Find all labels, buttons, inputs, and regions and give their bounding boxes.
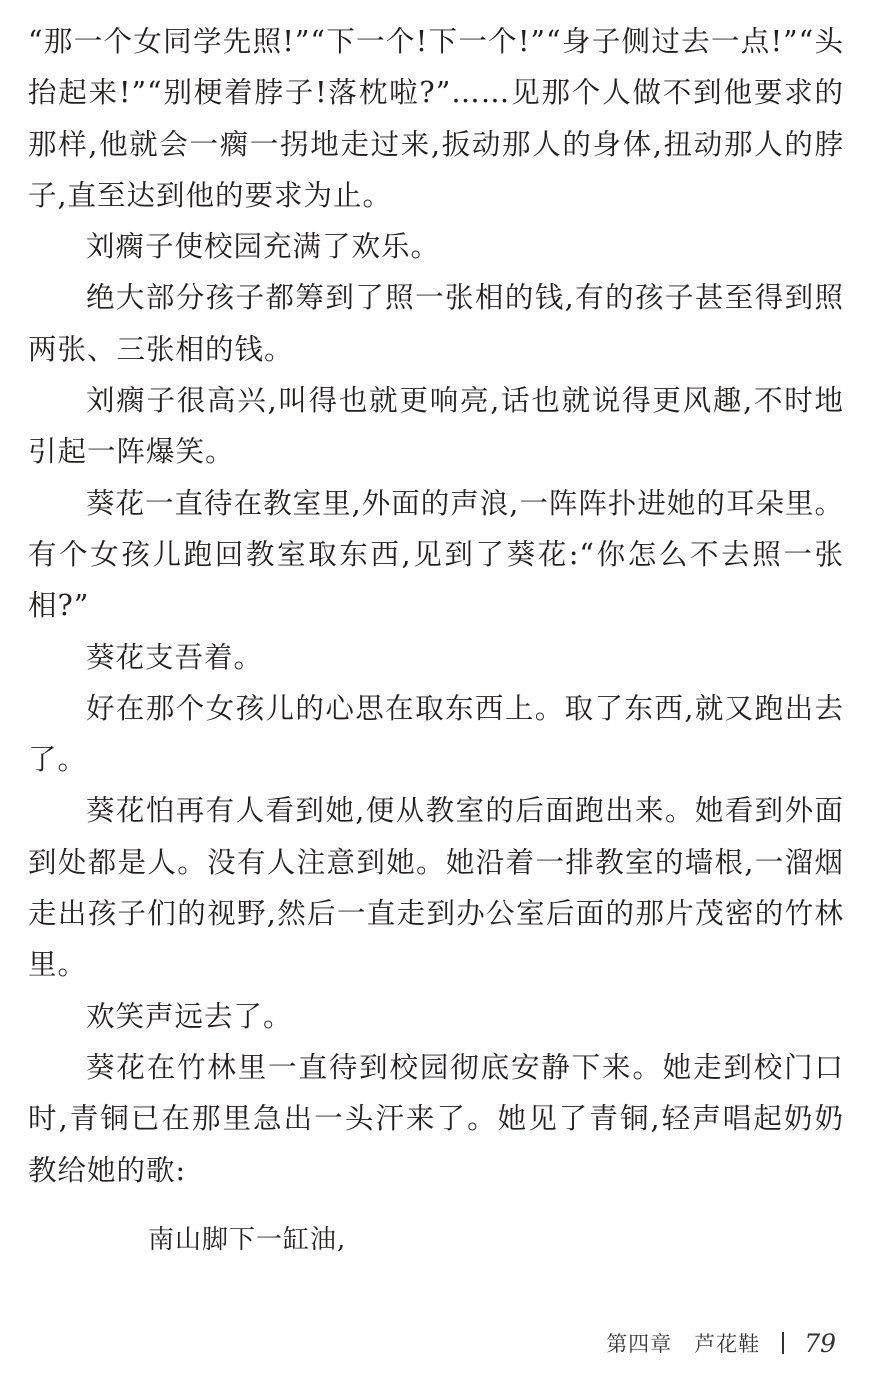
- poem-line: 南山脚下一缸油,: [148, 1225, 347, 1255]
- paragraph-3: 绝大部分孩子都筹到了照一张相的钱,有的孩子甚至得到照两张、三张相的钱。: [28, 281, 844, 366]
- page-footer: [606, 1328, 836, 1358]
- paragraph-1: “那一个女同学先照!”“下一个!下一个!”“身子侧过去一点!”“头抬起来!”“别梗着脖子!落枕啦?”……见那个人做不到他要求的那样,他就会一瘸一拐地走过来,扳动那人的身体,扭动那人的脖子,直至达到他的要求为止。: [28, 25, 844, 212]
- page-number: 79: [804, 1328, 836, 1358]
- paragraph-10: 葵花在竹林里一直待到校园彻底安静下来。她走到校门口时,青铜已在那里急出一头汗来了。她见了青铜,轻声唱起奶奶教给她的歌:: [28, 1050, 844, 1187]
- footer-divider: [782, 1332, 784, 1354]
- paragraph-7: 好在那个女孩儿的心思在取东西上。取了东西,就又跑出去了。: [28, 691, 844, 777]
- paragraph-8: 葵花怕再有人看到她,便从教室的后面跑出来。她看到外面到处都是人。没有人注意到她。她沿着一排教室的墙根,一溜烟走出孩子们的视野,然后一直走到办公室后面的那片茂密的竹林里。: [28, 794, 844, 982]
- paragraph-9: 欢笑声远去了。: [86, 999, 293, 1033]
- paragraph-2: 刘瘸子使校园充满了欢乐。: [86, 230, 441, 264]
- body-text: [28, 16, 844, 1196]
- paragraph-6: 葵花支吾着。: [86, 640, 264, 674]
- paragraph-4: 刘瘸子很高兴,叫得也就更响亮,话也就说得更风趣,不时地引起一阵爆笑。: [28, 384, 844, 469]
- chapter-title: 第四章 芦花鞋: [606, 1332, 761, 1356]
- paragraph-5: 葵花一直待在教室里,外面的声浪,一阵阵扑进她的耳朵里。有个女孩儿跑回教室取东西,见到了葵花:“你怎么不去照一张相?”: [28, 486, 844, 623]
